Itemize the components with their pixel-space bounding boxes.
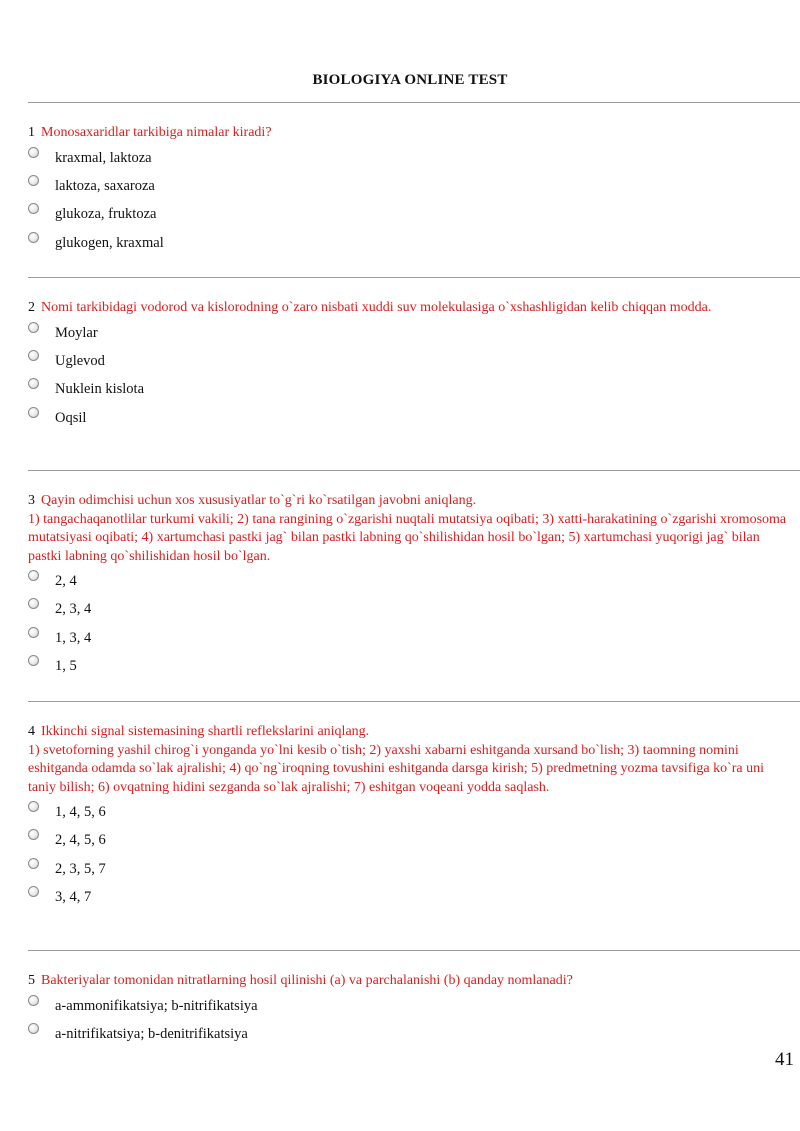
option-list [28, 801, 794, 915]
question-prompt: Qayin odimchisi uchun xos xususiyatlar to`g`ri ko`rsatilgan javobni aniqlang. [41, 493, 477, 508]
question-number: 4 [28, 724, 35, 739]
question-prompt: Bakteriyalar tomonidan nitratlarning hosil qilinishi (a) va parchalanishi (b) qanday nomlanadi? [41, 973, 573, 988]
question-prompt: Nomi tarkibidagi vodorod va kislorodning o`zaro nisbati xuddi suv molekulasiga o`xshashligidan kelib chiqqan modda. [41, 300, 712, 315]
option-list [28, 322, 794, 436]
option-label: 1, 5 [55, 658, 77, 675]
page-number: 41 [775, 1049, 794, 1070]
radio-button-icon[interactable] [28, 322, 39, 333]
option-label: Oqsil [55, 409, 87, 426]
question-text [28, 492, 794, 566]
option-label: kraxmal, laktoza [55, 149, 152, 166]
option-label: glukoza, fruktoza [55, 206, 157, 223]
question-number: 1 [28, 125, 35, 140]
radio-button-icon[interactable] [28, 378, 39, 389]
radio-button-icon[interactable] [28, 203, 39, 214]
option-label: 3, 4, 7 [55, 889, 92, 906]
option-list [28, 147, 794, 261]
question-text [28, 124, 794, 143]
answer-option[interactable] [28, 175, 794, 203]
answer-option[interactable] [28, 350, 794, 378]
question-number: 5 [28, 973, 35, 988]
radio-button-icon[interactable] [28, 175, 39, 186]
answer-option[interactable] [28, 627, 794, 655]
option-label: 2, 4, 5, 6 [55, 832, 106, 849]
question-2 [28, 299, 794, 435]
answer-option[interactable] [28, 858, 794, 886]
answer-option[interactable] [28, 598, 794, 626]
radio-button-icon[interactable] [28, 829, 39, 840]
radio-button-icon[interactable] [28, 350, 39, 361]
radio-button-icon[interactable] [28, 886, 39, 897]
question-5 [28, 972, 794, 1051]
option-list [28, 570, 794, 684]
answer-option[interactable] [28, 886, 794, 914]
option-list [28, 995, 794, 1052]
question-text [28, 972, 794, 991]
answer-option[interactable] [28, 655, 794, 683]
question-3 [28, 492, 794, 684]
radio-button-icon[interactable] [28, 801, 39, 812]
radio-button-icon[interactable] [28, 655, 39, 666]
radio-button-icon[interactable] [28, 570, 39, 581]
question-statements: 1) svetoforning yashil chirog`i yonganda yo`lni kesib o`tish; 2) yaxshi xabarni eshitganda xursand bo`lish; 3) taomning nomini eshitganda odamda so`lak ajralishi; 4) qo`ng`iroqning tovushini eshitganda darsga kirish; 5) predmetning yozma tavsifiga ko`ra uni taniy bilish; 6) ovqatning hidini sezganda so`lak ajralishi; 7) eshitgan voqeani yodda saqlash. [28, 742, 764, 795]
question-prompt: Monosaxaridlar tarkibiga nimalar kiradi? [41, 125, 272, 140]
answer-option[interactable] [28, 570, 794, 598]
divider [28, 950, 800, 951]
option-label: Uglevod [55, 352, 105, 369]
radio-button-icon[interactable] [28, 407, 39, 418]
divider [28, 102, 800, 103]
question-4 [28, 723, 794, 915]
answer-option[interactable] [28, 995, 794, 1023]
option-label: 1, 4, 5, 6 [55, 804, 106, 820]
option-label: a-nitrifikatsiya; b-denitrifikatsiya [55, 1025, 248, 1042]
answer-option[interactable] [28, 407, 794, 435]
question-prompt: Ikkinchi signal sistemasining shartli reflekslarini aniqlang. [41, 724, 370, 739]
divider [28, 701, 800, 702]
option-label: 2, 3, 4 [55, 601, 92, 618]
question-number: 3 [28, 493, 35, 508]
option-label: 2, 4 [55, 573, 77, 589]
radio-button-icon[interactable] [28, 1023, 39, 1034]
radio-button-icon[interactable] [28, 995, 39, 1006]
radio-button-icon[interactable] [28, 627, 39, 638]
option-label: laktoza, saxaroza [55, 177, 155, 194]
answer-option[interactable] [28, 801, 794, 829]
answer-option[interactable] [28, 147, 794, 175]
answer-option[interactable] [28, 232, 794, 260]
option-label: a-ammonifikatsiya; b-nitrifikatsiya [55, 997, 258, 1014]
option-label: glukogen, kraxmal [55, 234, 164, 251]
radio-button-icon[interactable] [28, 598, 39, 609]
question-text [28, 299, 794, 318]
option-label: Moylar [55, 324, 98, 341]
page-title: BIOLOGIYA ONLINE TEST [312, 72, 508, 88]
answer-option[interactable] [28, 322, 794, 350]
option-label: Nuklein kislota [55, 381, 145, 398]
option-label: 2, 3, 5, 7 [55, 860, 106, 877]
question-statements: 1) tangachaqanotlilar turkumi vakili; 2) tana rangining o`zgarishi nuqtali mutatsiya oqibati; 3) xatti-harakatining o`zgarishi xromosoma mutatsiyasi oqibati; 4) xartumchasi pastki jag` bilan pastki labning qo`shilishidan hosil bo`lgan; 5) xartumchasi yuqorigi jag` bilan pastki labning qo`shilishidan hosil bo`lgan. [28, 511, 787, 564]
radio-button-icon[interactable] [28, 858, 39, 869]
question-1 [28, 124, 794, 260]
answer-option[interactable] [28, 1023, 794, 1051]
answer-option[interactable] [28, 378, 794, 406]
question-number: 2 [28, 300, 35, 315]
answer-option[interactable] [28, 829, 794, 857]
radio-button-icon[interactable] [28, 147, 39, 158]
question-text [28, 723, 794, 797]
divider [28, 277, 800, 278]
radio-button-icon[interactable] [28, 232, 39, 243]
divider [28, 470, 800, 471]
option-label: 1, 3, 4 [55, 629, 92, 646]
answer-option[interactable] [28, 203, 794, 231]
